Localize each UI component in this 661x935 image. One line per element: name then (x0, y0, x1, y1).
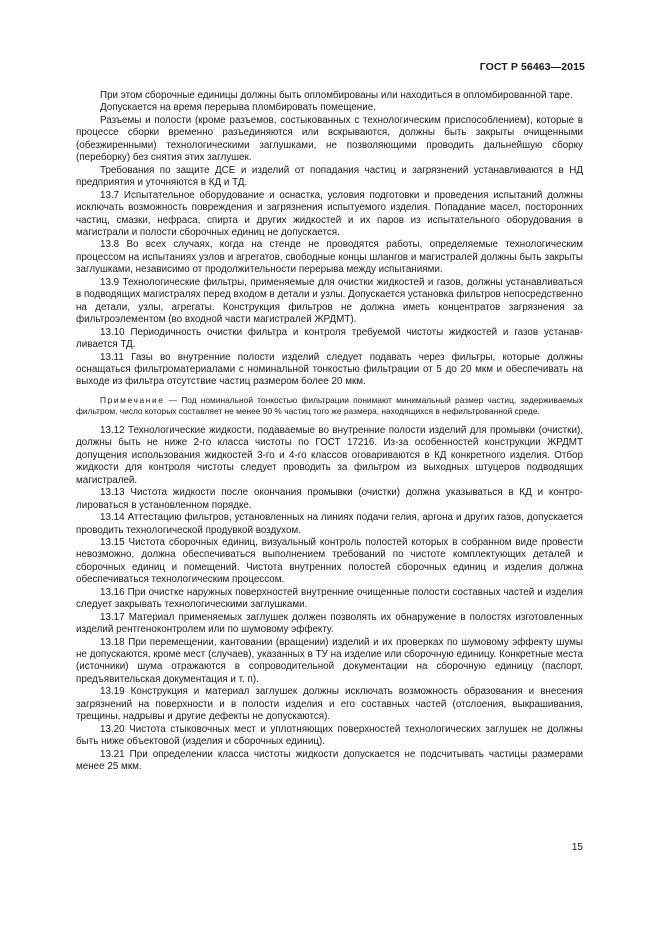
section-13-19: 13.19 Конструкция и материал заглушек должны исключать возможность образования и внесения загрязнений на поверхности и в полости изделия и его составных частей (отслоения, выкрашивания, трещины, надрывы и другие дефекты не допускаются). (76, 686, 583, 723)
standard-header: ГОСТ Р 56463—2015 (479, 61, 585, 73)
note-text: — Под номинальной тонкостью фильтрации понимают минимальный размер частиц, задерживаемых фильтром, число которых составляет не менее 90 % частиц того же размера, находящихся в нефильтрованной среде. (76, 394, 583, 417)
section-13-10: 13.10 Периодичность очистки фильтра и контроля требуемой чистоты жидкостей и газов устанавливается ТД. (76, 326, 583, 351)
section-13-17: 13.17 Материал применяемых заглушек должен позволять их обнаружение в полостях изготовленных изделий рентгеноконтролем или по шумовому эффекту. (76, 611, 583, 636)
section-13-8: 13.8 Во всех случаях, когда на стенде не проводятся работы, определяемые технологическим процессом на испытаниях узлов и агрегатов, свободные концы шлангов и магистралей должны быть закрыты заглушками, независимо от продолжительности перерыва между испытаниями. (76, 239, 583, 276)
note (76, 395, 583, 418)
section-13-7: 13.7 Испытательное оборудование и оснастка, условия подготовки и проведения испытаний должны исключать возможность повреждения и загрязнения испытуемого изделия. Попадание масел, посторонних частиц, смазки, нефраса, спирта и других жидкостей и их паров из испытательного оборудования в магистрали и полости сборочных единиц не допускается. (76, 189, 583, 238)
note-prefix: Примечание (100, 394, 165, 405)
paragraph: Допускается на время перерыва пломбировать помещение. (100, 102, 376, 114)
paragraph: Требования по защите ДСЕ и изделий от попадания частиц и загрязнений устанавливаются в НД предприятия и уточняются в КД и ТД. (76, 164, 583, 189)
section-13-12: 13.12 Технологические жидкости, подаваемые во внутренние полости изделий для промывки (очистки), должны быть не ниже 2-го класса чистоты по ГОСТ 17216. Из-за особенностей конструкции ЖРДМТ допущения использования жидкостей 3-го и 4-го классов оговариваются в КД конкретного изделия. Отбор жидкости для контроля чистоты следует проводить за фильтром из выходных штуцеров подводящих магистралей. (76, 424, 583, 486)
document-body (76, 90, 583, 774)
page-number: 15 (571, 842, 583, 853)
section-13-21: 13.21 При определении класса чистоты жидкости допускается не подсчитывать частицы размерами менее 25 мкм. (76, 748, 583, 773)
section-13-20: 13.20 Чистота стыковочных мест и уплотняющих поверхностей технологических заглушек не должны быть ниже объектовой (изделия и сборочных единиц). (76, 723, 583, 748)
paragraph: При этом сборочные единицы должны быть опломбированы или находиться в опломбированной таре. (100, 90, 573, 101)
section-13-16: 13.16 При очистке наружных поверхностей внутренние очищенные полости составных частей и изделия следует закрывать технологическими заглушками. (76, 586, 583, 611)
section-13-11: 13.11 Газы во внутренние полости изделий следует подавать через фильтры, которые должны оснащаться фильтроматериалами с номинальной тонкостью фильтрации от 5 до 20 мкм и обеспечивать на выходе из фильтра отсутствие частиц размером более 20 мкм. (76, 351, 583, 388)
section-13-9: 13.9 Технологические фильтры, применяемые для очистки жидкостей и газов, должны устанавливаться в подводящих магистралях перед входом в детали и узлы. Допускается установка фильтров непосредственно на детали, узлы, агрегаты. Конструкция фильтров не должна иметь концентратов загрязнения за фильтроэлементом (во входной части магистралей ЖРДМТ). (76, 276, 583, 326)
section-13-13: 13.13 Чистота жидкости после окончания промывки (очистки) должна указываться в КД и контролироваться в установленном порядке. (76, 487, 583, 511)
section-13-14: 13.14 Аттестацию фильтров, установленных на линиях подачи гелия, аргона и других газов, допускается проводить технологической продувкой воздухом. (76, 512, 583, 536)
section-13-18: 13.18 При перемещении, кантовании (вращении) изделий и их проверках по шумовому эффекту шумы не допускаются, кроме мест (случаев), указанных в ТУ на изделие или сборочную единицу. Конкретные места (источники) шума отражаются в сопроводительной документации на сборочную единицу (паспорт, предъявительская документация и т. п). (76, 636, 583, 685)
section-13-15: 13.15 Чистота сборочных единиц, визуальный контроль полостей которых в собранном виде провести невозможно, должна обеспечиваться выполнением требований по чистоте комплектующих деталей и сборочных единиц и помещений. Чистота внутренних полостей сборочных единиц и изделия должна обеспечиваться технологическим процессом. (76, 536, 583, 586)
paragraph: Разъемы и полости (кроме разъемов, состыкованных с технологическим приспособлением), которые в процессе сборки временно разъединяются или вскрываются, должны быть закрыты очищенными (обезжиренными) технологическими заглушками, не позволяющими проводить дальнейшую сборку (переборку) без снятия этих заглушек. (76, 114, 583, 164)
